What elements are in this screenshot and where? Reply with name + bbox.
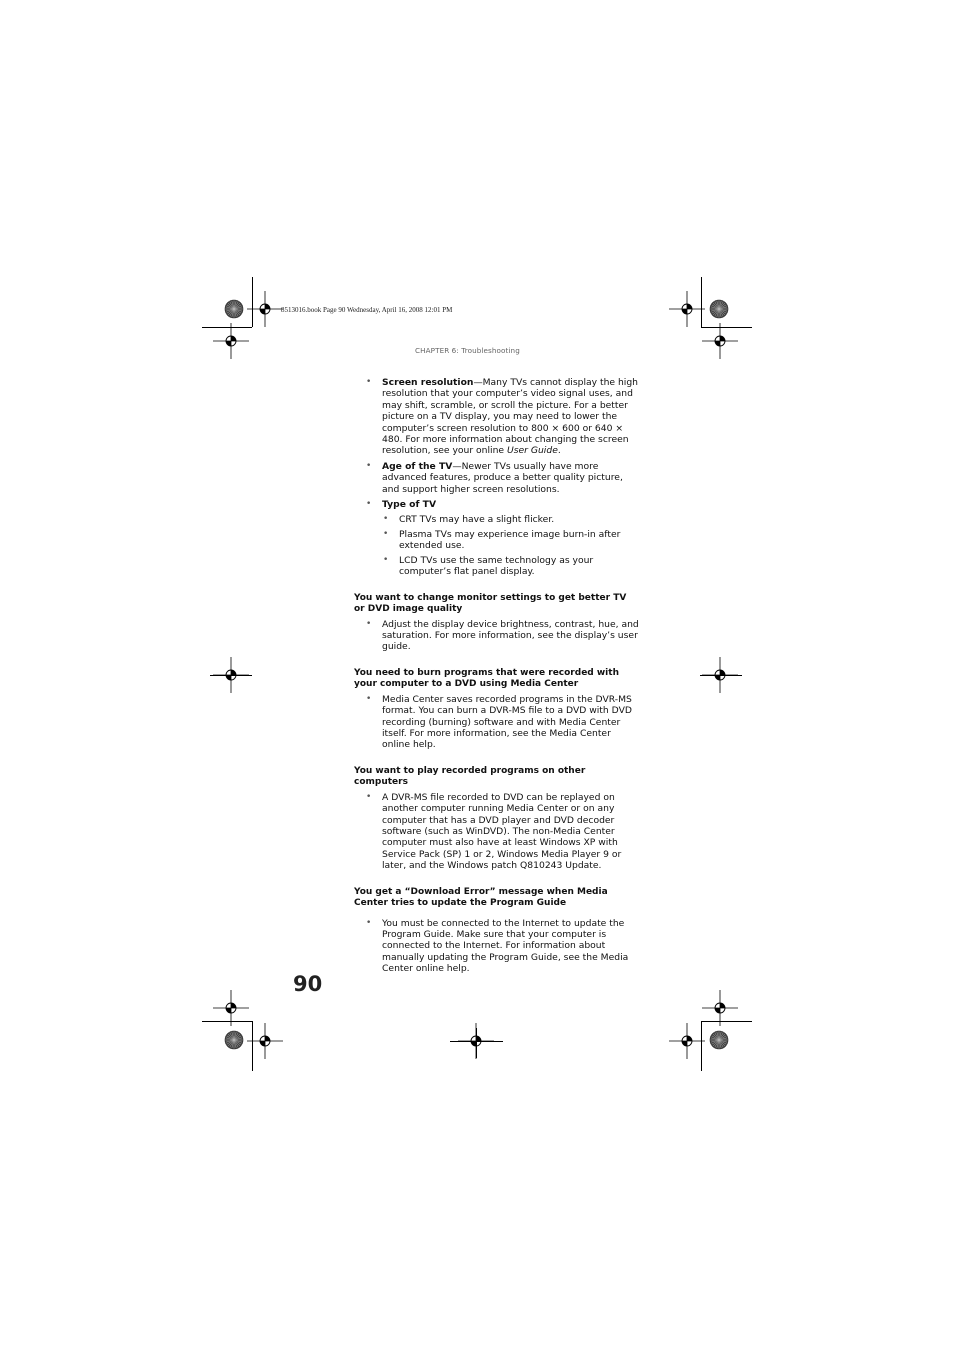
screen-resolution-text: —Many TVs cannot display the high resolution that your computer’s video signal uses, and may shift, scramble, or scroll the picture. For a better picture on a TV display, you may need to lower the computer’s screen resolution to 800 × 600 or 640 × 480. For more information about changing the screen resolution, see your online (382, 377, 639, 457)
registration-dot-icon (709, 299, 729, 319)
registration-dot-icon (224, 1030, 244, 1050)
term-screen-resolution: Screen resolution (382, 377, 474, 388)
list-item (354, 499, 640, 510)
sub-list-item: • CRT TVs may have a slight flicker. (354, 514, 640, 525)
section-heading-monitor-settings: You want to change monitor settings to get better TV or DVD image quality (354, 592, 627, 614)
term-age-of-tv: Age of the TV (382, 460, 453, 472)
crop-mark (700, 675, 742, 676)
list-item (354, 377, 640, 457)
section-heading-play-recorded: You want to play recorded programs on other computers (354, 765, 586, 787)
page-number: 90 (293, 972, 323, 996)
registration-crosshair-icon (245, 289, 285, 329)
registration-crosshair-icon (211, 321, 251, 361)
list-item: • A DVR-MS file recorded to DVD can be replayed on another computer running Media Center or on any computer that has a DVD player and DVD decoder software (such as WinDVD). The non-Media Center computer must also have at least Windows XP with Service Pack (SP) 1 or 2, Windows Media Player 9 or later, and the Windows patch Q810243 Update. (354, 792, 640, 872)
book-slug: 8513016.book Page 90 Wednesday, April 16, 2008 12:01 PM (281, 306, 453, 314)
registration-crosshair-icon (700, 321, 740, 361)
registration-crosshair-icon (245, 1021, 285, 1061)
list-item (354, 461, 640, 495)
registration-dot-icon (709, 1030, 729, 1050)
sub-list-item: • Plasma TVs may experience image burn-in after extended use. (354, 529, 640, 552)
page-body (354, 377, 640, 979)
sentence-end: . (557, 445, 561, 457)
crop-mark (476, 1028, 477, 1058)
section-heading-download-error: You get a “Download Error” message when Media Center tries to update the Program Guide (354, 886, 608, 908)
age-of-tv-text: —Newer TVs usually have more advanced features, produce a better quality picture, and support higher screen resolutions. (382, 460, 623, 495)
registration-crosshair-icon (667, 1021, 707, 1061)
list-item: • Adjust the display device brightness, contrast, hue, and saturation. For more information, see the display’s user guide. (354, 619, 640, 653)
term-type-of-tv: Type of TV (382, 499, 437, 511)
crop-mark (210, 675, 252, 676)
list-item: • You must be connected to the Internet to update the Program Guide. Make sure that your computer is connected to the Internet. For information about manually updating the Program Guide, see the Media Center online help. (354, 918, 640, 975)
user-guide-title: User Guide (507, 445, 558, 457)
sub-list-item: • LCD TVs use the same technology as your computer’s flat panel display. (354, 555, 640, 578)
section-heading-burn-programs: You need to burn programs that were recorded with your computer to a DVD using Media Center (354, 667, 619, 689)
list-item: • Media Center saves recorded programs in the DVR-MS format. You can burn a DVR-MS file to a DVD with DVD recording (burning) software and with Media Center itself. For more information, see the Media Center online help. (354, 694, 640, 751)
registration-dot-icon (224, 299, 244, 319)
running-head: CHAPTER 6: Troubleshooting (415, 346, 520, 355)
